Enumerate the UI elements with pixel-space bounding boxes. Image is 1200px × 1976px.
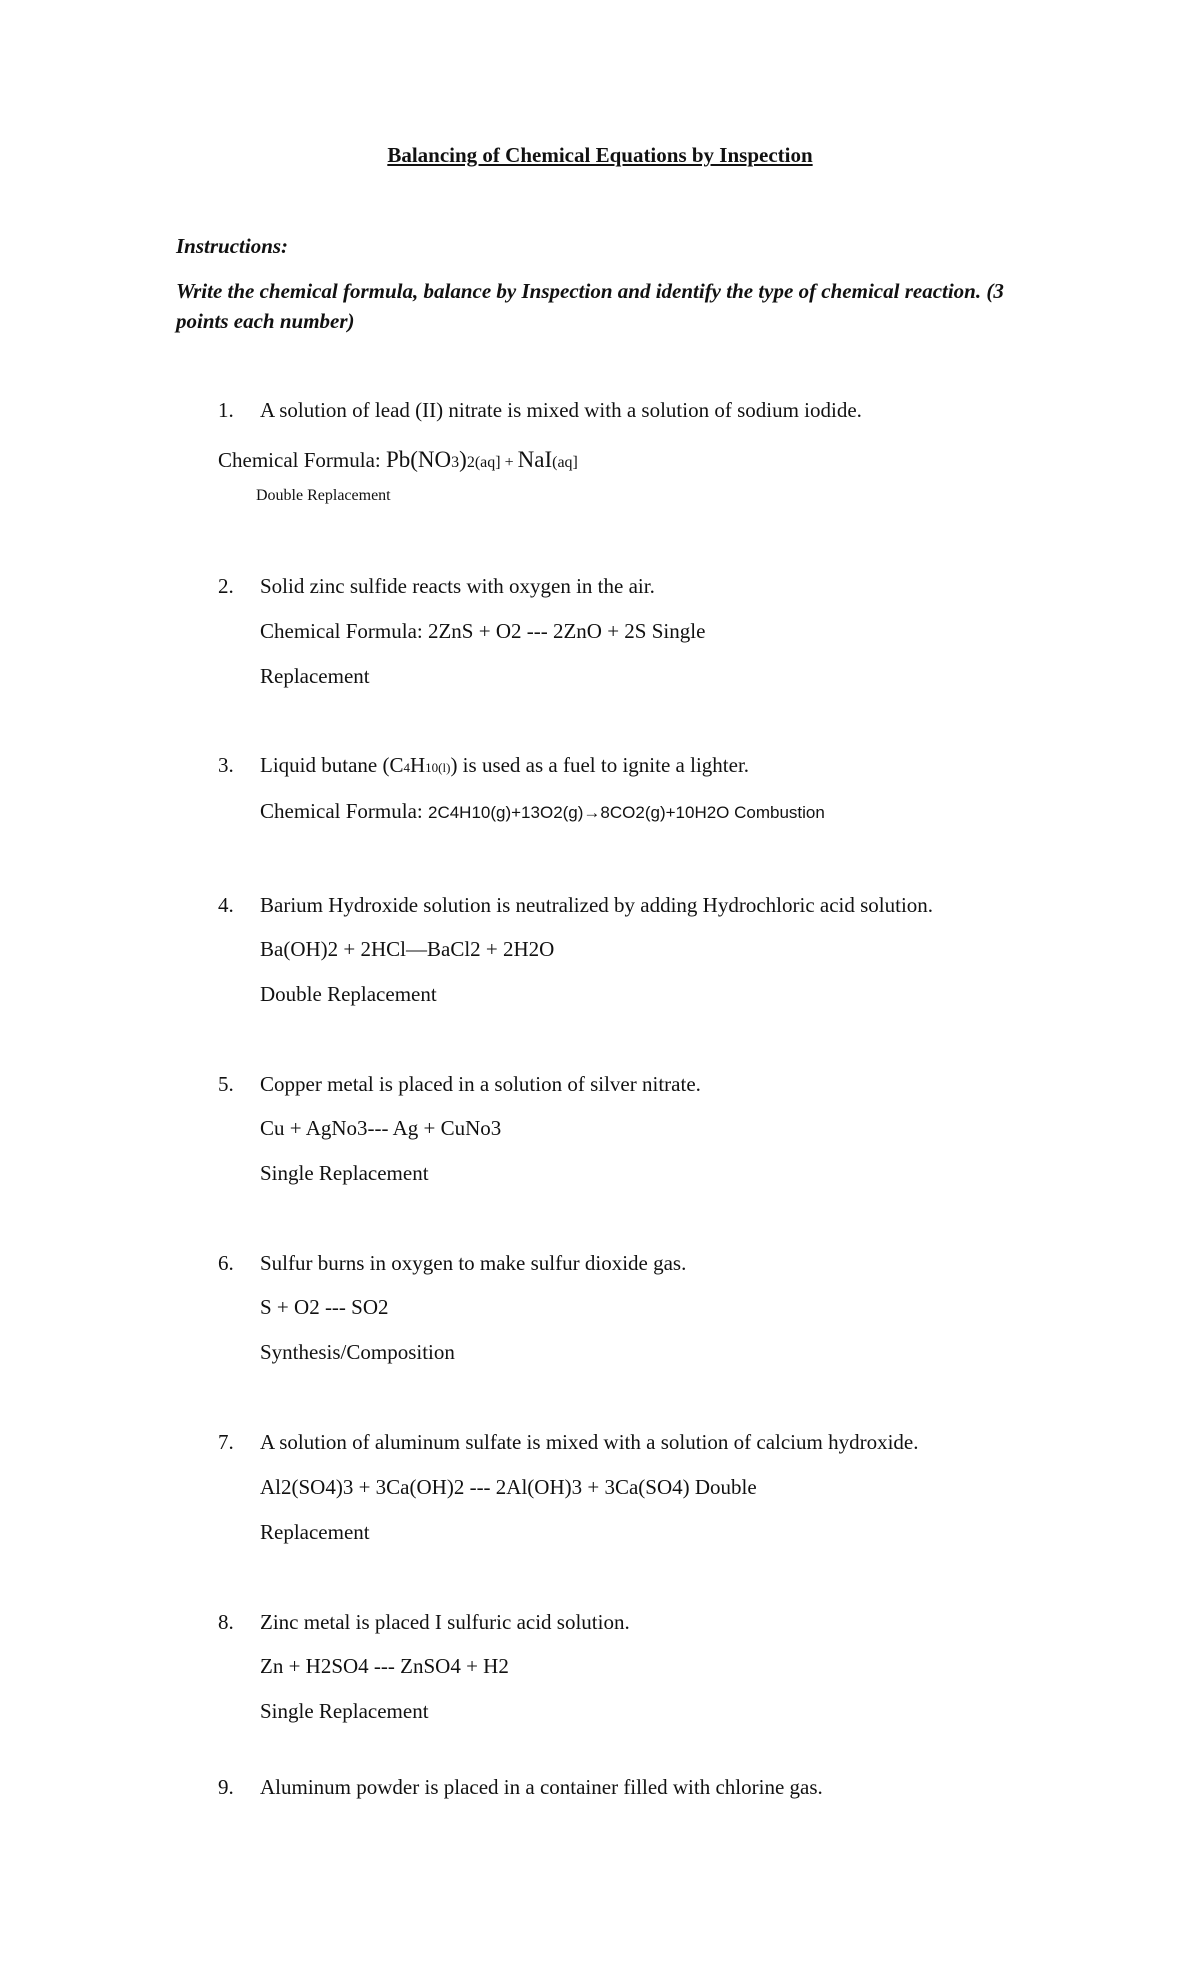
instructions-text: Write the chemical formula, balance by Inspection and identify the type of chemical reaction. (3 points each number) [176, 279, 1004, 333]
answer-1-type: Double Replacement [256, 487, 391, 504]
question-text: Zinc metal is placed I sulfuric acid solution. [260, 1610, 630, 1634]
question-number: 6. [218, 1251, 234, 1275]
answer-4-line-1: Ba(OH)2 + 2HCl—BaCl2 + 2H2O [260, 937, 555, 961]
answer-7-line-1: Al2(SO4)3 + 3Ca(OH)2 --- 2Al(OH)3 + 3Ca(SO4) Double [260, 1475, 757, 1499]
answer-8-line-1: Zn + H2SO4 --- ZnSO4 + H2 [260, 1654, 509, 1678]
answer-8-line-2: Single Replacement [260, 1699, 429, 1723]
page-title: Balancing of Chemical Equations by Inspection [387, 143, 813, 167]
question-text: Barium Hydroxide solution is neutralized by adding Hydrochloric acid solution. [260, 893, 934, 917]
text-part: 4 [403, 760, 410, 775]
answer-5-line-2: Single Replacement [260, 1161, 429, 1185]
instructions-heading: Instructions: [176, 234, 289, 258]
question-number: 2. [218, 574, 234, 598]
text-part: H [409, 753, 426, 777]
answer-2-line-2: Replacement [260, 664, 370, 688]
question-text: Aluminum powder is placed in a container filled with chlorine gas. [260, 1775, 823, 1799]
answer-2-line-1: Chemical Formula: 2ZnS + O2 --- 2ZnO + 2S Single [260, 619, 706, 643]
formula-part: + [500, 454, 518, 471]
answer-6-line-2: Synthesis/Composition [260, 1340, 455, 1364]
question-text [260, 753, 749, 778]
answer-3-formula [260, 799, 825, 824]
question-number: 5. [218, 1072, 234, 1096]
formula-label: Chemical Formula: [260, 799, 428, 823]
formula-part: 3 [451, 454, 460, 471]
formula-label: Chemical Formula: [218, 448, 386, 472]
question-text: Sulfur burns in oxygen to make sulfur dioxide gas. [260, 1251, 687, 1275]
question-text: Solid zinc sulfide reacts with oxygen in the air. [260, 574, 655, 598]
question-number: 7. [218, 1430, 234, 1454]
question-text: Copper metal is placed in a solution of silver nitrate. [260, 1072, 701, 1096]
formula-part: NaI [517, 447, 553, 472]
question-number: 1. [218, 398, 234, 422]
text-part: 10(l) [425, 760, 451, 775]
formula-part: ) [459, 447, 467, 472]
formula-text: 2C4H10(g)+13O2(g)→8CO2(g)+10H2O Combustion [427, 803, 825, 822]
text-part: ) is used as a fuel to ignite a lighter. [450, 753, 750, 777]
answer-7-line-2: Replacement [260, 1520, 370, 1544]
answer-6-line-1: S + O2 --- SO2 [260, 1295, 389, 1319]
text-part: Liquid butane (C [260, 753, 404, 777]
formula-part: Pb(NO [385, 447, 452, 472]
answer-1-formula [218, 447, 578, 473]
answer-4-line-2: Double Replacement [260, 982, 437, 1006]
answer-5-line-1: Cu + AgNo3--- Ag + CuNo3 [260, 1116, 502, 1140]
formula-part: 2(aq] [466, 454, 501, 471]
question-number: 4. [218, 893, 234, 917]
question-number: 3. [218, 753, 234, 777]
question-text: A solution of lead (II) nitrate is mixed with a solution of sodium iodide. [260, 398, 862, 422]
question-text: A solution of aluminum sulfate is mixed with a solution of calcium hydroxide. [260, 1430, 919, 1454]
question-number: 8. [218, 1610, 234, 1634]
question-number: 9. [218, 1775, 234, 1799]
formula-part: (aq] [552, 454, 578, 471]
